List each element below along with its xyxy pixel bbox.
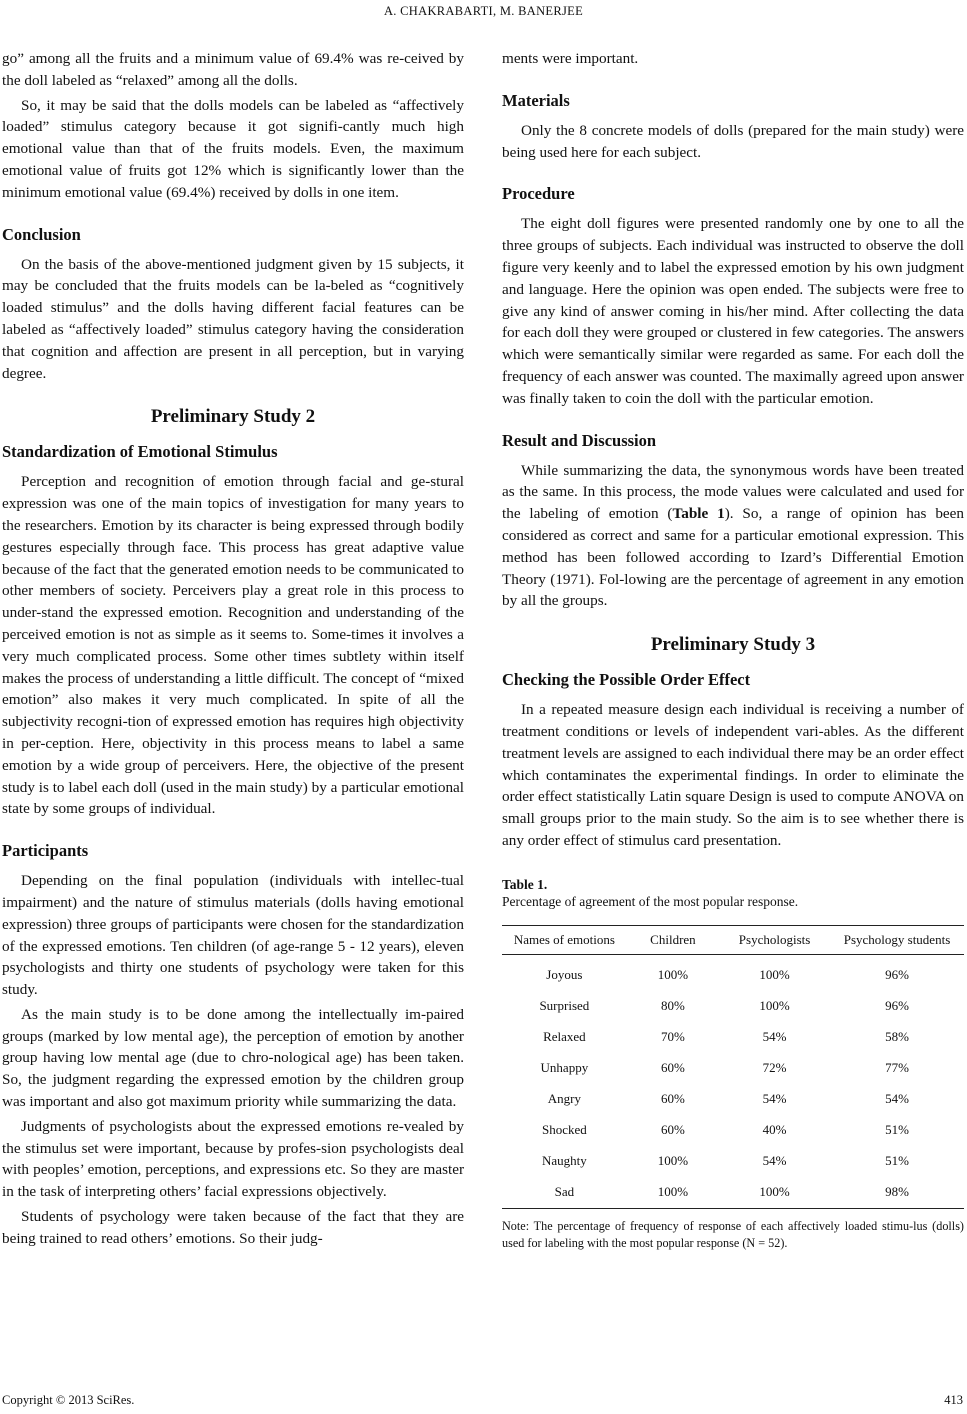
table-cell: 100% [657, 1153, 689, 1169]
table-cell: Joyous [546, 967, 583, 983]
column-header: Names of emotions [513, 931, 615, 947]
agreement-table [502, 925, 964, 1209]
table-cell: 96% [885, 998, 909, 1014]
paragraph: go” among all the fruits and a minimum value of 69.4% was re-ceived by the doll labeled as “relaxed” among all the dolls. [2, 50, 464, 89]
table-cell: 72% [762, 1060, 787, 1076]
table-cell: 54% [885, 1091, 909, 1107]
paragraph: Students of psychology were taken because of the fact that they are being trained to read others’ emotions. So their judg- [2, 1208, 464, 1247]
text-run: ). So, a range of opinion has been considered as correct and same for a particular emotional expression. This method has been followed according to Izard’s Differential Emotion Theory (1971). Fol-lowing are the percentage of agreement in any emotion by all the groups. [502, 505, 964, 610]
table-cell: 60% [661, 1091, 685, 1107]
text-run: While summarizing the data, the synonymous words have been treated as the same. In this process, the mode values were calculated and used for the labeling of emotion ( [502, 461, 964, 523]
table-1 [502, 876, 964, 1252]
paragraph: Only the 8 concrete models of dolls (prepared for the main study) were being used here for each subject. [502, 121, 964, 161]
table-row [502, 1177, 964, 1209]
table-reference-link[interactable]: Table 1 [672, 505, 725, 523]
paragraph: The eight doll figures were presented randomly one by one to all the three groups of subjects. Each individual was instructed to observe the doll figure very keenly and to label the expressed emotion by his own judgment and language. Here the opinion was open ended. The subjects were free to give any kind of answer coming in his/her mind. After collecting the data for each doll they were grouped or clustered in few categories. The answers which were semantically similar were regarded as same. For each doll the frequency of each answer was counted. The maximally agreed upon answer was finally taken to coin the doll with the particular emotion. [502, 215, 964, 407]
study-heading-3: Preliminary Study 3 [650, 634, 816, 656]
table-cell: 51% [885, 1153, 909, 1169]
left-column [2, 48, 464, 1253]
table-cell: 77% [885, 1060, 909, 1076]
table-row [502, 1022, 964, 1053]
paragraph: ments were important. [502, 50, 639, 67]
section-heading-procedure: Procedure [502, 184, 575, 204]
study-heading-2: Preliminary Study 2 [150, 406, 316, 428]
table-cell: Angry [547, 1091, 581, 1107]
table-row [502, 1084, 964, 1115]
section-heading-participants: Participants [2, 841, 89, 861]
table-row [502, 954, 964, 991]
paragraph: Judgments of psychologists about the expressed emotions re-vealed by the stimulus set were important, because by profes-sion psychologists deal with peoples’ emotion, perceptions, and expressions etc. So they are master in the task of interpreting others’ facial expressions objectively. [2, 1117, 464, 1201]
section-heading-materials: Materials [502, 90, 570, 110]
table-cell: Naughty [541, 1153, 587, 1169]
table-cell: 40% [762, 1122, 787, 1138]
table-cell: 100% [759, 967, 790, 983]
table-cell: 100% [759, 998, 790, 1014]
column-header: Children [650, 931, 696, 947]
table-cell: 54% [762, 1091, 787, 1107]
paragraph: So, it may be said that the dolls models can be labeled as “affectively loaded” stimulus category because it got signifi-cantly much high emotional value than that of the fruits models. Even, the maximum emotional value of fruits got 12% which is significantly lower than the minimum emotional value (69.4%) received by dolls in one item. [2, 96, 464, 201]
paragraph: Perception and recognition of emotion through facial and ge-stural expression was one of the main topics of investigation for many years to the researchers. Emotion by its character is being expressed through bodily gestures especially through face. This process has great adaptive value because of the fact that the generated emotion needs to be communicated to other members of society. Perceivers play a great role in this process to under-stand the expressed emotion. Recognition and understanding of the perceived emotion is not as simple as it seems to. Some-times it involves a very much complicated process. Some other times subtlety within itself makes the process of understanding a little difficult. The concept of “mixed emotion” also makes it very much complicated. In spite of all the subjectivity recogni-tion of expressed emotion has requires high objectivity in per-ception. Here, objectivity in this process means to label a same emotion by a wide group of perceivers. Here, the objective of the present study is to label each doll (used in the main study) by a particular emotional state by some groups of individual. [2, 473, 464, 818]
paragraph: Depending on the final population (individuals with intellec-tual impairment) and the nature of stimulus materials (dolls having emotional expression) three groups of participants were chosen for the standardization of the expressed emotions. Ten children (of age-range 5 - 12 years), eleven psychologists and thirty one students of psychology were taken for this study. [2, 872, 464, 999]
table-cell: 100% [657, 967, 689, 983]
table-row [502, 991, 964, 1022]
table-cell: 96% [885, 967, 909, 983]
table-cell: 54% [762, 1153, 787, 1169]
section-heading-standardization: Standardization of Emotional Stimulus [2, 442, 278, 462]
table-cell: Relaxed [543, 1029, 586, 1045]
table-cell: 100% [657, 1184, 689, 1200]
column-header: Psychology students [843, 931, 951, 947]
table-row [502, 1115, 964, 1146]
paragraph [502, 460, 964, 613]
section-heading-conclusion: Conclusion [2, 224, 81, 244]
right-column [502, 48, 964, 1252]
table-cell: 80% [661, 998, 685, 1014]
paragraph: In a repeated measure design each individual is receiving a number of treatment conditions or levels of independent vari-ables. As the different treatment levels are assigned to each individual there may be an order effect which contaminates the experimental findings. In order to eliminate the order effect statistically Latin square Design is used to compute ANOVA on small groups prior to the main study. So the aim is to see whether there is any order effect of stimulus card presentation. [502, 701, 964, 849]
table-row [502, 1053, 964, 1084]
table-caption: Percentage of agreement of the most popular response. [502, 893, 799, 909]
copyright-footer: Copyright © 2013 SciRes. [2, 1393, 135, 1407]
table-cell: 58% [885, 1029, 909, 1045]
running-head: A. CHAKRABARTI, M. BANERJEE [383, 4, 584, 18]
table-cell: 60% [661, 1060, 685, 1076]
page-number: 413 [944, 1393, 963, 1407]
table-cell: 60% [661, 1122, 685, 1138]
table-cell: Unhappy [540, 1060, 589, 1076]
table-cell: 70% [661, 1029, 685, 1045]
section-heading-result: Result and Discussion [502, 430, 657, 450]
column-header: Psychologists [738, 931, 811, 947]
table-row [502, 1146, 964, 1177]
table-header-row [502, 925, 964, 954]
paragraph: On the basis of the above-mentioned judgment given by 15 subjects, it may be concluded that the fruits models can be la-beled as “cognitively loaded stimulus” and the dolls having different facial features can be labeled as “affectively loaded” stimulus category having the consideration that cognition and affection are present in all perception, but in varying degree. [2, 255, 464, 382]
table-cell: 98% [885, 1184, 909, 1200]
table-cell: Shocked [541, 1122, 587, 1138]
section-heading-order-effect: Checking the Possible Order Effect [502, 670, 751, 690]
table-note: Note: The percentage of frequency of response of each affectively loaded stimu-lus (dolls) used for labeling with the most popular response (N = 52). [502, 1218, 964, 1250]
table-cell: 51% [885, 1122, 909, 1138]
table-cell: 100% [759, 1184, 790, 1200]
table-cell: 54% [762, 1029, 787, 1045]
paragraph: As the main study is to be done among the intellectually im-paired groups (marked by low mental age), the perception of emotion by another group having low mental age (due to chro-nological age) has been taken. So, the judgment regarding the expressed emotion by the children group was important and also got maximum priority while summarizing the data. [2, 1005, 464, 1111]
table-cell: Surprised [539, 998, 590, 1014]
table-label: Table 1. [502, 876, 548, 892]
table-cell: Sad [554, 1184, 575, 1200]
